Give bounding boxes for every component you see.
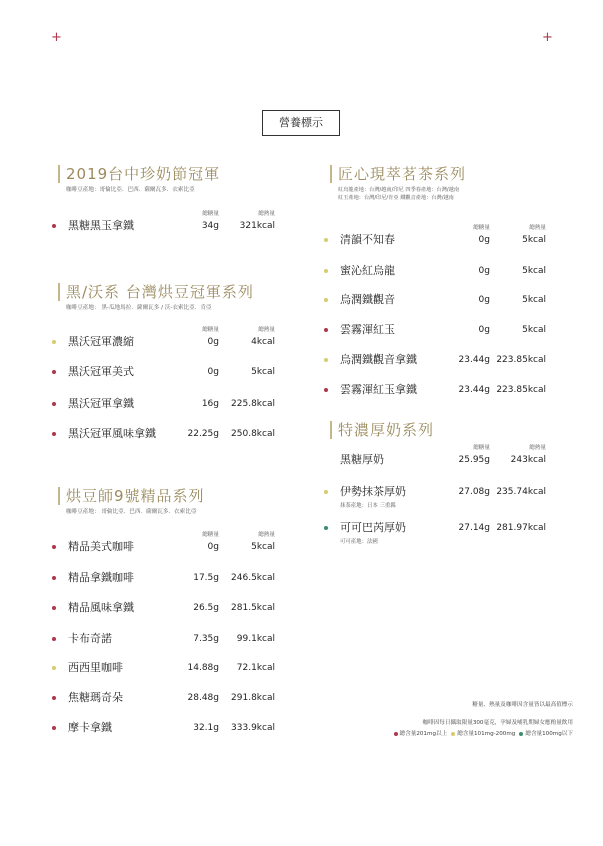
menu-item-row (0, 365, 603, 379)
item-origin: 可可產地：法國 (340, 539, 378, 545)
page-title: 營養標示 (262, 110, 340, 136)
caffeine-level-dot (52, 666, 56, 670)
corner-mark-right: + (542, 30, 553, 45)
caffeine-level-dot (324, 388, 328, 392)
item-sugar: 0g (478, 325, 490, 335)
item-name: 西西里咖啡 (68, 661, 123, 674)
section-tea (330, 165, 466, 202)
legend-dot (519, 732, 523, 736)
item-sugar: 27.14g (458, 523, 490, 533)
menu-item-row (0, 661, 603, 675)
caffeine-level-dot (324, 490, 328, 494)
item-sugar: 28.48g (187, 693, 219, 703)
caffeine-level-dot (52, 637, 56, 641)
item-calories: 281.5kcal (231, 603, 275, 613)
item-calories: 281.97kcal (496, 523, 546, 533)
item-name: 摩卡拿鐵 (68, 721, 112, 734)
caffeine-level-dot (324, 238, 328, 242)
item-calories: 99.1kcal (236, 634, 275, 644)
header-sugar: 總糖量 (473, 445, 490, 451)
menu-item-row (0, 632, 603, 646)
item-calories: 72.1kcal (236, 663, 275, 673)
item-sugar: 25.95g (458, 455, 490, 465)
item-name: 精品風味拿鐵 (68, 601, 134, 614)
item-sugar: 34g (201, 221, 219, 231)
caffeine-level-dot (324, 358, 328, 362)
menu-item-row (0, 264, 603, 278)
item-name: 黑糖厚奶 (340, 453, 384, 466)
item-calories: 246.5kcal (231, 573, 275, 583)
item-sugar: 26.5g (193, 603, 219, 613)
item-sugar: 22.25g (187, 429, 219, 439)
item-calories: 4kcal (251, 337, 275, 347)
item-name: 蜜沁紅烏龍 (340, 264, 395, 277)
item-name: 烏潤鐵觀音 (340, 293, 395, 306)
caffeine-level-dot (324, 526, 328, 530)
item-calories: 333.9kcal (231, 723, 275, 733)
menu-item-row (0, 397, 603, 411)
legend-item (394, 731, 448, 737)
menu-item-row (0, 427, 603, 441)
header-sugar: 總糖量 (202, 211, 219, 217)
item-calories: 5kcal (251, 367, 275, 377)
menu-item-row (0, 521, 603, 545)
item-sugar: 32.1g (193, 723, 219, 733)
menu-item-row (0, 453, 603, 467)
header-calories: 總熱量 (529, 445, 546, 451)
header-calories: 總熱量 (529, 225, 546, 231)
item-sugar: 16g (201, 399, 219, 409)
section-title: 烘豆師9號精品系列 (58, 487, 205, 505)
header-calories: 總熱量 (258, 327, 275, 333)
item-name: 雲霧渾紅玉 (340, 323, 395, 336)
caffeine-level-dot (324, 269, 328, 273)
menu-item-row (0, 540, 603, 554)
caffeine-level-dot (52, 726, 56, 730)
caffeine-level-dot (52, 576, 56, 580)
legend-dot (451, 732, 455, 736)
item-calories: 5kcal (522, 266, 546, 276)
legend-item (519, 731, 573, 737)
item-sugar: 7.35g (193, 634, 219, 644)
item-sugar: 0g (478, 235, 490, 245)
item-name: 清韻不知春 (340, 233, 395, 246)
item-name: 卡布奇諾 (68, 632, 112, 645)
item-calories: 243kcal (510, 455, 546, 465)
item-sugar: 0g (207, 337, 219, 347)
item-calories: 225.8kcal (231, 399, 275, 409)
menu-item-row (0, 353, 603, 367)
section-origin: 咖啡豆產地：哥倫比亞．巴西．薩爾瓦多．衣索比亞 (66, 187, 195, 193)
item-name: 精品拿鐵咖啡 (68, 571, 134, 584)
menu-item-row (0, 601, 603, 615)
item-name: 黑沃冠軍濃縮 (68, 335, 134, 348)
item-sugar: 27.08g (458, 487, 490, 497)
section-title: 匠心現萃茗茶系列 (330, 165, 466, 183)
caffeine-level-dot (52, 606, 56, 610)
section-title: 2019台中珍奶節冠軍 (58, 165, 220, 183)
item-calories: 223.85kcal (496, 355, 546, 365)
caffeine-level-dot (52, 545, 56, 549)
section-origin: 咖啡豆產地： 哥倫比亞．巴西．薩爾瓦多．衣索比亞 (66, 509, 197, 515)
corner-mark-left: + (51, 30, 62, 45)
item-calories: 235.74kcal (496, 487, 546, 497)
note-caffeine-limit: 咖啡因每日攝取限量300毫克，孕婦及哺乳期婦女應酌量飲用 (422, 720, 573, 726)
item-name: 雲霧渾紅玉拿鐵 (340, 383, 417, 396)
caffeine-legend (394, 729, 573, 737)
item-calories: 223.85kcal (496, 385, 546, 395)
header-calories: 總熱量 (258, 532, 275, 538)
section-origin-1: 紅烏龍產地：台灣/越南/印尼 四季春產地：台灣/越南 (338, 187, 460, 193)
section-origin: 咖啡豆產地： 黑-瓜地馬拉．薩爾瓦多 / 沃-衣索比亞．肯亞 (66, 305, 212, 311)
item-sugar: 0g (478, 295, 490, 305)
item-name: 黑沃冠軍美式 (68, 365, 134, 378)
item-name: 烏潤鐵觀音拿鐵 (340, 353, 417, 366)
legend-label: 總含量100mg以下 (525, 731, 573, 737)
section-2019-champion (58, 165, 220, 194)
menu-item-row (0, 383, 603, 397)
item-calories: 291.8kcal (231, 693, 275, 703)
menu-item-row (0, 571, 603, 585)
caffeine-level-dot (324, 298, 328, 302)
item-sugar: 17.5g (193, 573, 219, 583)
item-calories: 5kcal (522, 325, 546, 335)
item-name: 伊勢抹茶厚奶 (340, 485, 406, 498)
note-max-values: 糖量、熱量及咖啡因含量皆以最高值標示 (472, 702, 573, 708)
section-title: 黑/沃系 台灣烘豆冠軍系列 (58, 283, 254, 301)
item-sugar: 14.88g (187, 663, 219, 673)
caffeine-level-dot (52, 402, 56, 406)
item-sugar: 0g (478, 266, 490, 276)
caffeine-level-dot (52, 224, 56, 228)
menu-item-row (0, 323, 603, 337)
section-milk (330, 421, 434, 439)
item-name: 黑糖黑玉拿鐵 (68, 219, 134, 232)
caffeine-level-dot (52, 370, 56, 374)
item-sugar: 23.44g (458, 385, 490, 395)
caffeine-level-dot (52, 696, 56, 700)
menu-item-row (0, 293, 603, 307)
item-name: 可可巴芮厚奶 (340, 521, 406, 534)
item-name: 焦糖瑪奇朵 (68, 691, 123, 704)
menu-item-row (0, 335, 603, 349)
item-calories: 5kcal (522, 295, 546, 305)
item-sugar: 0g (207, 367, 219, 377)
item-calories: 5kcal (522, 235, 546, 245)
header-calories: 總熱量 (258, 211, 275, 217)
item-name: 黑沃冠軍拿鐵 (68, 397, 134, 410)
section-title: 特濃厚奶系列 (330, 421, 434, 439)
menu-item-row (0, 219, 603, 233)
legend-label: 總含量101mg-200mg (457, 731, 516, 737)
caffeine-level-dot (52, 432, 56, 436)
menu-item-row (0, 485, 603, 509)
item-calories: 5kcal (251, 542, 275, 552)
legend-label: 總含量201mg以上 (399, 731, 448, 737)
item-sugar: 23.44g (458, 355, 490, 365)
item-calories: 250.8kcal (231, 429, 275, 439)
item-name: 黑沃冠軍風味拿鐵 (68, 427, 156, 440)
menu-item-row (0, 233, 603, 247)
legend-item (451, 731, 515, 737)
section-origin-2: 紅玉產地：台灣/印尼/肯亞 鐵觀音產地：台灣/越南 (338, 195, 454, 201)
item-origin: 抹茶產地：日本 三重縣 (340, 503, 396, 509)
header-sugar: 總糖量 (473, 225, 490, 231)
item-sugar: 0g (207, 542, 219, 552)
caffeine-level-dot (324, 328, 328, 332)
legend-dot (394, 732, 398, 736)
header-sugar: 總糖量 (202, 532, 219, 538)
item-name: 精品美式咖啡 (68, 540, 134, 553)
item-calories: 321kcal (239, 221, 275, 231)
caffeine-level-dot (52, 340, 56, 344)
header-sugar: 總糖量 (202, 327, 219, 333)
